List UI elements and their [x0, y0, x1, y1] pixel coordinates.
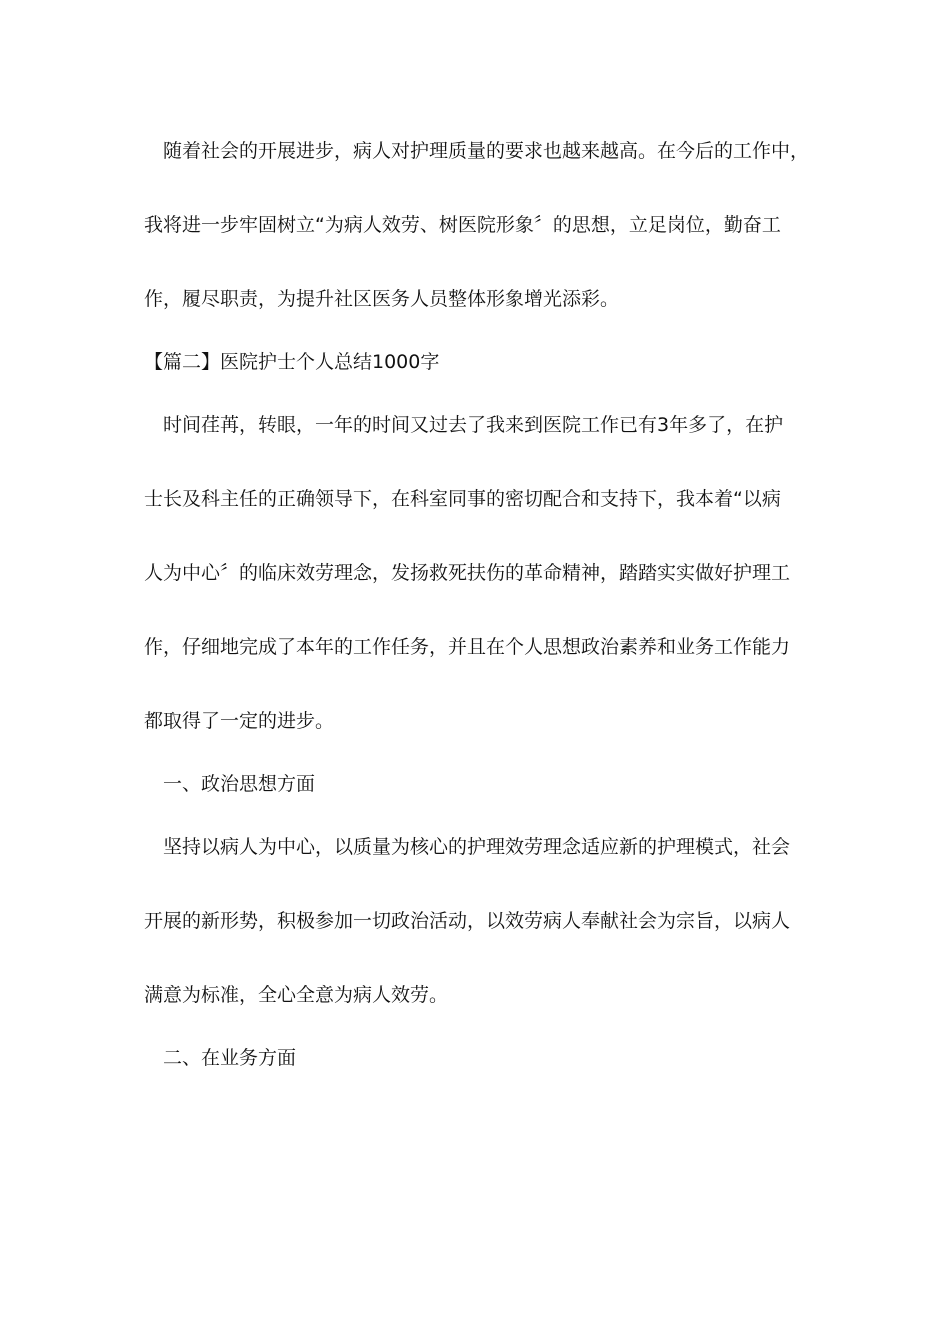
paragraph-line: 坚持以病人为中心，以质量为核心的护理效劳理念适应新的护理模式，社会 — [163, 836, 791, 858]
paragraph-line: 人为中心〞的临床效劳理念，发扬救死扶伤的革命精神，踏踏实实做好护理工 — [144, 562, 791, 584]
subsection-heading: 一、政治思想方面 — [163, 773, 316, 795]
paragraph-line: 随着社会的开展进步，病人对护理质量的要求也越来越高。在今后的工作中， — [163, 140, 810, 162]
paragraph-line: 士长及科主任的正确领导下，在科室同事的密切配合和支持下，我本着“以病 — [144, 488, 781, 510]
section-title: 【篇二】医院护士个人总结1000字 — [144, 351, 440, 373]
paragraph-line: 时间荏苒，转眼，一年的时间又过去了我来到医院工作已有3年多了，在护 — [163, 414, 784, 436]
paragraph-line: 作，仔细地完成了本年的工作任务，并且在个人思想政治素养和业务工作能力 — [144, 636, 791, 658]
paragraph-line: 作，履尽职责，为提升社区医务人员整体形象增光添彩。 — [144, 288, 620, 310]
paragraph-line: 我将进一步牢固树立“为病人效劳、树医院形象〞的思想，立足岗位，勤奋工 — [144, 214, 781, 236]
subsection-heading: 二、在业务方面 — [163, 1047, 297, 1069]
paragraph-line: 满意为标准，全心全意为病人效劳。 — [144, 984, 449, 1006]
paragraph-line: 开展的新形势，积极参加一切政治活动，以效劳病人奉献社会为宗旨，以病人 — [144, 910, 791, 932]
paragraph-line: 都取得了一定的进步。 — [144, 710, 335, 732]
